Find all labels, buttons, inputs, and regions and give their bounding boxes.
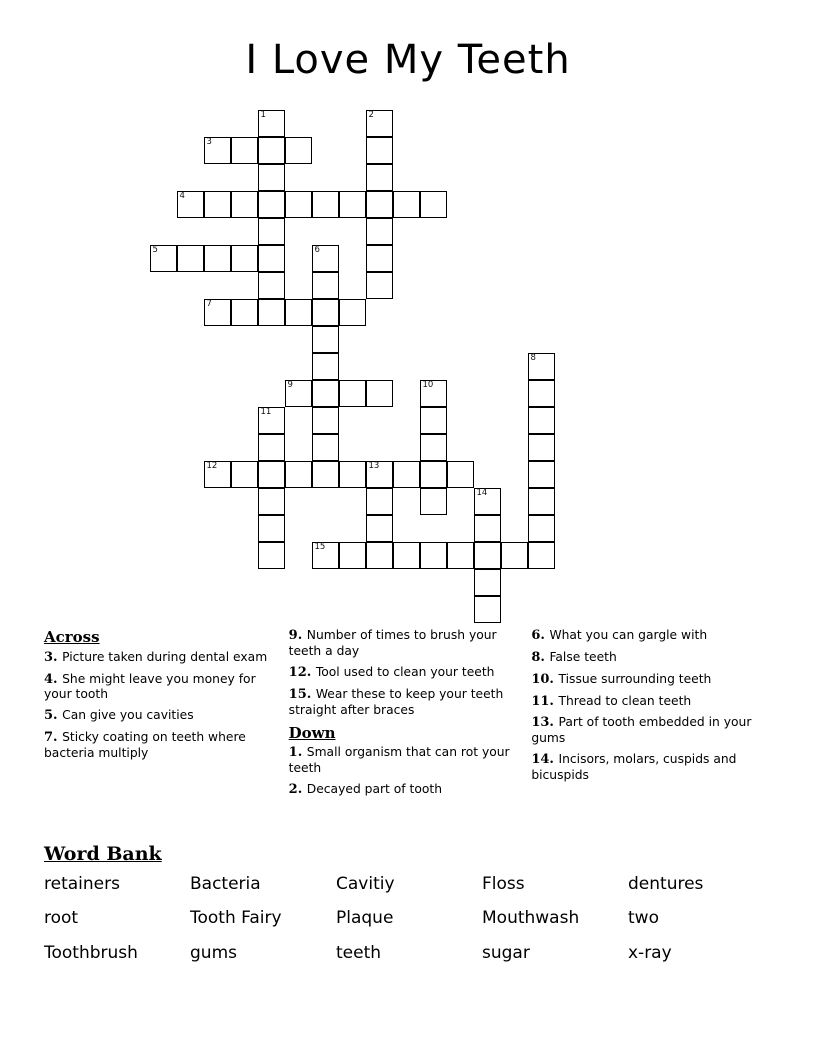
clue-item — [44, 672, 271, 703]
crossword-cell-number: 6 — [314, 245, 320, 255]
crossword-cell[interactable] — [528, 407, 555, 434]
clue-text: False teeth — [549, 649, 617, 664]
crossword-cell[interactable] — [231, 191, 258, 218]
crossword-cell[interactable] — [258, 542, 285, 569]
crossword-cell[interactable] — [393, 191, 420, 218]
crossword-cell[interactable] — [258, 245, 285, 272]
crossword-cell[interactable] — [312, 326, 339, 353]
crossword-cell[interactable] — [312, 434, 339, 461]
crossword-cell[interactable] — [366, 542, 393, 569]
clue-item — [531, 650, 756, 666]
crossword-cell[interactable] — [474, 596, 501, 623]
clue-text: Part of tooth embedded in your gums — [531, 715, 752, 746]
crossword-cell[interactable] — [339, 380, 366, 407]
crossword-cell[interactable] — [366, 110, 393, 137]
clue-text: Wear these to keep your teeth straight after braces — [288, 686, 504, 717]
word-bank-word[interactable]: Toothbrush — [44, 942, 138, 963]
clue-item — [44, 730, 271, 761]
clue-number: 4. — [44, 671, 63, 687]
crossword-cell[interactable] — [420, 407, 447, 434]
crossword-cell[interactable] — [285, 299, 312, 326]
clue-number: 9. — [288, 628, 307, 643]
clue-item — [289, 665, 514, 681]
word-bank-word[interactable]: gums — [190, 942, 237, 963]
crossword-cell-number: 4 — [179, 191, 185, 201]
clue-item — [531, 694, 756, 710]
clue-item — [44, 650, 271, 666]
clue-item — [531, 628, 756, 644]
clue-text: Can give you cavities — [62, 708, 194, 723]
word-bank-word[interactable]: Tooth Fairy — [190, 908, 282, 929]
crossword-cell[interactable] — [447, 461, 474, 488]
crossword-cell[interactable] — [285, 461, 312, 488]
clue-text: She might leave you money for your tooth — [44, 671, 256, 702]
word-bank-heading: Word Bank — [44, 843, 162, 865]
word-bank-grid — [44, 871, 772, 966]
clue-item — [289, 782, 514, 798]
word-bank-word[interactable]: teeth — [336, 942, 382, 963]
crossword-cell[interactable] — [312, 407, 339, 434]
clue-number: 12. — [288, 664, 316, 680]
clue-text: Sticky coating on teeth where bacteria multiply — [44, 730, 246, 761]
crossword-cell[interactable] — [312, 272, 339, 299]
crossword-cell[interactable] — [528, 488, 555, 515]
crossword-cell[interactable] — [501, 542, 528, 569]
crossword-cell[interactable] — [204, 299, 231, 326]
clue-item — [531, 672, 756, 688]
crossword-cell-number: 7 — [206, 299, 212, 309]
crossword-cell[interactable] — [528, 380, 555, 407]
word-bank-word[interactable]: x-ray — [628, 942, 672, 963]
clues-column-down — [529, 628, 772, 804]
word-bank-word[interactable]: Plaque — [336, 908, 394, 929]
crossword-cell[interactable] — [312, 461, 339, 488]
crossword-cell[interactable] — [204, 461, 231, 488]
clue-number: 2. — [288, 782, 307, 798]
word-bank-word[interactable]: two — [628, 908, 659, 929]
crossword-cell[interactable] — [366, 272, 393, 299]
crossword-cell[interactable] — [366, 515, 393, 542]
crossword-cell-number: 5 — [152, 245, 158, 255]
crossword-cell[interactable] — [366, 245, 393, 272]
clue-text: Number of times to brush your teeth a day — [288, 628, 497, 658]
word-bank-word[interactable]: dentures — [628, 874, 704, 894]
crossword-cell-number: 10 — [422, 380, 434, 390]
word-bank-word[interactable]: sugar — [482, 942, 530, 963]
crossword-cell[interactable] — [420, 542, 447, 569]
clue-text: What you can gargle with — [549, 628, 708, 642]
clue-number: 5. — [44, 708, 63, 724]
crossword-cell[interactable] — [339, 461, 366, 488]
crossword-cell-number: 9 — [287, 380, 293, 390]
clue-item — [531, 752, 756, 783]
crossword-cell[interactable] — [231, 245, 258, 272]
clue-number: 6. — [531, 628, 550, 643]
clue-number: 14. — [531, 752, 559, 768]
crossword-cell[interactable] — [393, 461, 420, 488]
crossword-grid[interactable] — [0, 100, 816, 630]
clue-section-heading: Down — [288, 723, 336, 742]
crossword-cell[interactable] — [339, 542, 366, 569]
crossword-cell[interactable] — [258, 218, 285, 245]
crossword-cell-number: 11 — [260, 407, 272, 417]
word-bank-word[interactable]: Floss — [482, 874, 525, 894]
crossword-cell[interactable] — [312, 245, 339, 272]
word-bank-word[interactable]: Mouthwash — [482, 908, 580, 929]
clue-item — [289, 745, 514, 776]
crossword-cell[interactable] — [204, 245, 231, 272]
crossword-cell[interactable] — [258, 137, 285, 164]
crossword-cell[interactable] — [258, 407, 285, 434]
clue-number: 1. — [288, 745, 307, 761]
crossword-cell[interactable] — [231, 137, 258, 164]
crossword-cell[interactable] — [366, 164, 393, 191]
crossword-cell[interactable] — [312, 353, 339, 380]
crossword-cell[interactable] — [177, 191, 204, 218]
crossword-cell-number: 8 — [530, 353, 536, 363]
clue-text: Tissue surrounding teeth — [558, 671, 712, 686]
clue-text: Incisors, molars, cuspids and bicuspids — [531, 752, 737, 783]
clues-column-across — [44, 628, 287, 804]
crossword-cell[interactable] — [474, 515, 501, 542]
crossword-cell[interactable] — [366, 461, 393, 488]
clues-section — [0, 628, 816, 804]
crossword-cell[interactable] — [258, 272, 285, 299]
crossword-cell[interactable] — [366, 191, 393, 218]
crossword-cell[interactable] — [312, 380, 339, 407]
crossword-cell[interactable] — [204, 137, 231, 164]
crossword-cell-number: 13 — [368, 461, 380, 471]
crossword-cell[interactable] — [312, 542, 339, 569]
crossword-cell[interactable] — [285, 137, 312, 164]
crossword-cell-number: 15 — [314, 542, 326, 552]
crossword-cell[interactable] — [366, 137, 393, 164]
clue-number: 8. — [531, 649, 550, 665]
crossword-cell-number: 3 — [206, 137, 212, 147]
clue-number: 11. — [531, 693, 559, 709]
clue-item — [44, 708, 271, 724]
crossword-cell[interactable] — [312, 299, 339, 326]
clue-number: 15. — [288, 686, 316, 702]
crossword-cell[interactable] — [366, 218, 393, 245]
crossword-cell[interactable] — [285, 380, 312, 407]
clue-text: Picture taken during dental exam — [62, 649, 268, 664]
clue-item — [289, 628, 514, 659]
crossword-cell[interactable] — [474, 569, 501, 596]
clue-text: Thread to clean teeth — [558, 693, 692, 708]
clue-text: Tool used to clean your teeth — [315, 664, 495, 679]
crossword-cell[interactable] — [231, 461, 258, 488]
crossword-cell[interactable] — [204, 191, 231, 218]
crossword-cell-number: 2 — [368, 110, 374, 120]
crossword-cell[interactable] — [447, 542, 474, 569]
crossword-cell[interactable] — [528, 515, 555, 542]
word-bank-word[interactable]: Cavitiy — [336, 874, 395, 894]
crossword-cell[interactable] — [474, 542, 501, 569]
crossword-cell-number: 1 — [260, 110, 266, 120]
crossword-cell[interactable] — [528, 434, 555, 461]
clue-number: 10. — [531, 671, 559, 687]
crossword-cell[interactable] — [393, 542, 420, 569]
crossword-cell[interactable] — [366, 380, 393, 407]
crossword-cell-number: 14 — [476, 488, 488, 498]
crossword-cell[interactable] — [258, 515, 285, 542]
crossword-cell[interactable] — [285, 191, 312, 218]
word-bank-section — [44, 843, 772, 966]
clue-text: Small organism that can rot your teeth — [288, 745, 510, 776]
clue-number: 7. — [44, 730, 63, 746]
crossword-cell[interactable] — [339, 191, 366, 218]
clue-text: Decayed part of tooth — [306, 782, 443, 797]
crossword-cell[interactable] — [258, 191, 285, 218]
word-bank-word[interactable]: root — [44, 908, 79, 929]
clue-number: 3. — [44, 649, 63, 665]
word-bank-word[interactable]: retainers — [44, 874, 120, 894]
clue-item — [531, 715, 756, 746]
crossword-cell[interactable] — [339, 299, 366, 326]
crossword-cell[interactable] — [258, 488, 285, 515]
crossword-cell[interactable] — [420, 461, 447, 488]
crossword-cell[interactable] — [528, 353, 555, 380]
crossword-cell[interactable] — [420, 488, 447, 515]
crossword-cell[interactable] — [258, 110, 285, 137]
crossword-cell[interactable] — [528, 461, 555, 488]
crossword-cell[interactable] — [420, 434, 447, 461]
crossword-cell-number: 12 — [206, 461, 218, 471]
clue-section-heading: Across — [44, 628, 100, 646]
clues-column-middle — [287, 628, 530, 804]
crossword-cell[interactable] — [528, 542, 555, 569]
crossword-cell[interactable] — [231, 299, 258, 326]
crossword-cell[interactable] — [177, 245, 204, 272]
crossword-cell[interactable] — [366, 488, 393, 515]
crossword-cell[interactable] — [420, 380, 447, 407]
crossword-cell[interactable] — [258, 434, 285, 461]
page-title: I Love My Teeth — [245, 37, 571, 83]
crossword-cell[interactable] — [312, 191, 339, 218]
clue-item — [289, 687, 514, 718]
crossword-cell[interactable] — [150, 245, 177, 272]
crossword-cell[interactable] — [258, 461, 285, 488]
word-bank-word[interactable]: Bacteria — [190, 874, 261, 894]
clue-number: 13. — [531, 715, 559, 731]
crossword-cell[interactable] — [258, 299, 285, 326]
crossword-cell[interactable] — [258, 164, 285, 191]
crossword-cell[interactable] — [474, 488, 501, 515]
crossword-cell[interactable] — [420, 191, 447, 218]
